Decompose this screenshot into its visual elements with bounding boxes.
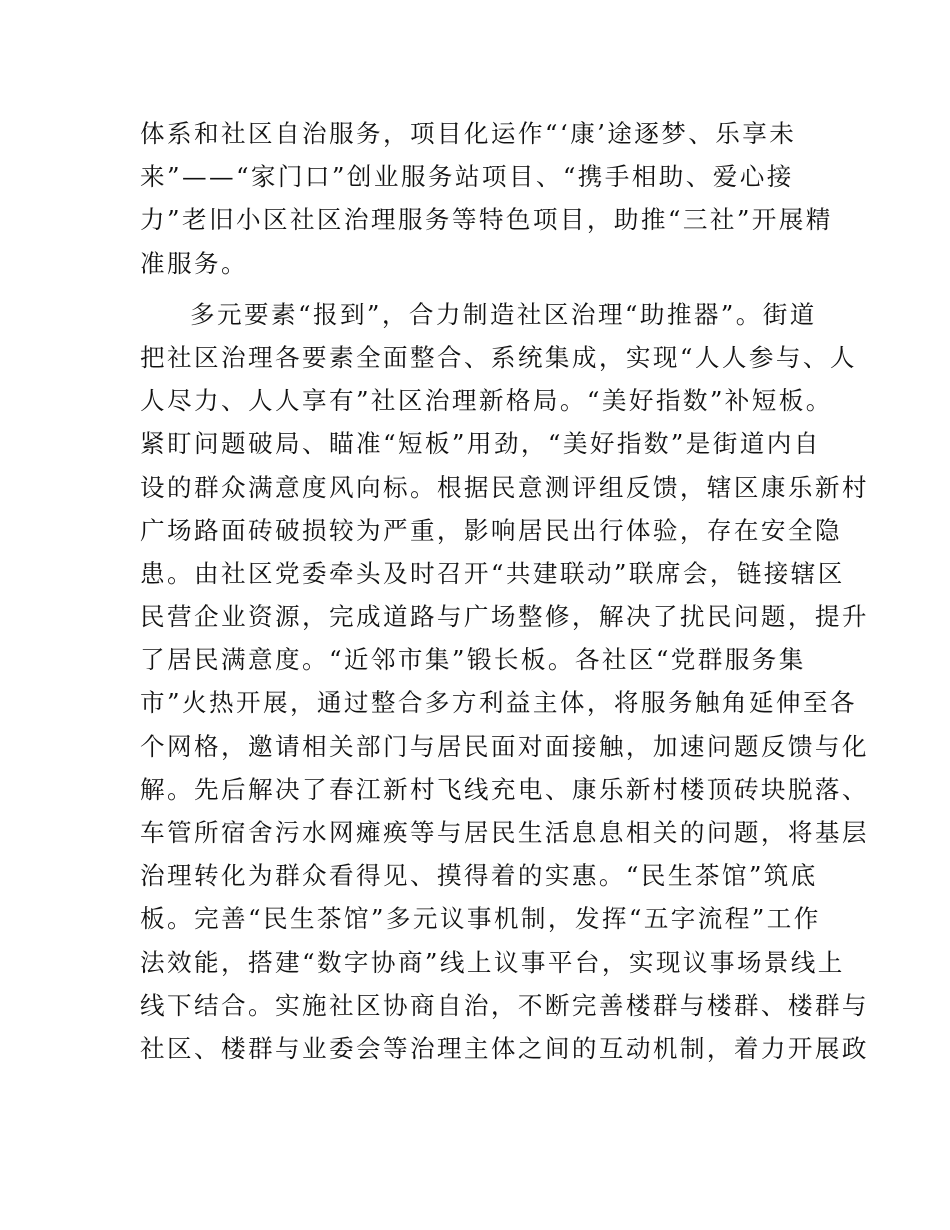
text-line: 民营企业资源，完成道路与广场整修，解决了扰民问题，提升 [140,602,869,632]
text-line: 广场路面砖破损较为严重，影响居民出行体验，存在安全隐 [140,515,842,545]
text-line: 患。由社区党委牵头及时召开“共建联动”联席会，链接辖区 [140,558,845,588]
text-line: 市”火热开展，通过整合多方利益主体，将服务触角延伸至各 [140,688,857,718]
text-line: 解。先后解决了春江新村飞线充电、康乐新村楼顶砖块脱落、 [140,774,869,804]
paragraph-1 [140,112,833,285]
text-line: 准服务。 [140,248,248,278]
document-body [140,112,869,1078]
text-line: 法效能，搭建“数字协商”线上议事平台，实现议事场景线上 [140,947,845,977]
text-line: 个网格，邀请相关部门与居民面对面接触，加速问题反馈与化 [140,731,869,761]
text-line: 车管所宿舍污水网瘫痪等与居民生活息息相关的问题，将基层 [140,818,869,847]
paragraph-2 [140,293,869,1070]
text-line: 人尽力、人人享有”社区治理新格局。“美好指数”补短板。 [140,386,833,416]
text-line: 治理转化为群众看得见、摸得着的实惠。“民生茶馆”筑底 [140,861,818,891]
text-line: 把社区治理各要素全面整合、系统集成，实现“人人参与、人 [140,342,857,372]
text-line: 多元要素“报到”，合力制造社区治理“助推器”。街道 [190,299,817,329]
text-line: 了居民满意度。“近邻市集”锻长板。各社区“党群服务集 [140,645,806,675]
text-line: 线下结合。实施社区协商自治，不断完善楼群与楼群、楼群与 [140,990,869,1020]
text-line: 社区、楼群与业委会等治理主体之间的互动机制，着力开展政 [140,1033,869,1063]
text-line: 来”——“家门口”创业服务站项目、“携手相助、爱心接 [140,162,794,192]
text-line: 板。完善“民生茶馆”多元议事机制，发挥“五字流程”工作 [140,904,821,934]
text-line: 设的群众满意度风向标。根据民意测评组反馈，辖区康乐新村 [140,472,869,502]
text-line: 体系和社区自治服务，项目化运作“‘康’途逐梦、乐享未 [140,119,797,148]
text-line: 紧盯问题破局、瞄准“短板”用劲，“美好指数”是街道内自 [140,429,821,459]
text-line: 力”老旧小区社区治理服务等特色项目，助推“三社”开展精 [140,205,833,235]
